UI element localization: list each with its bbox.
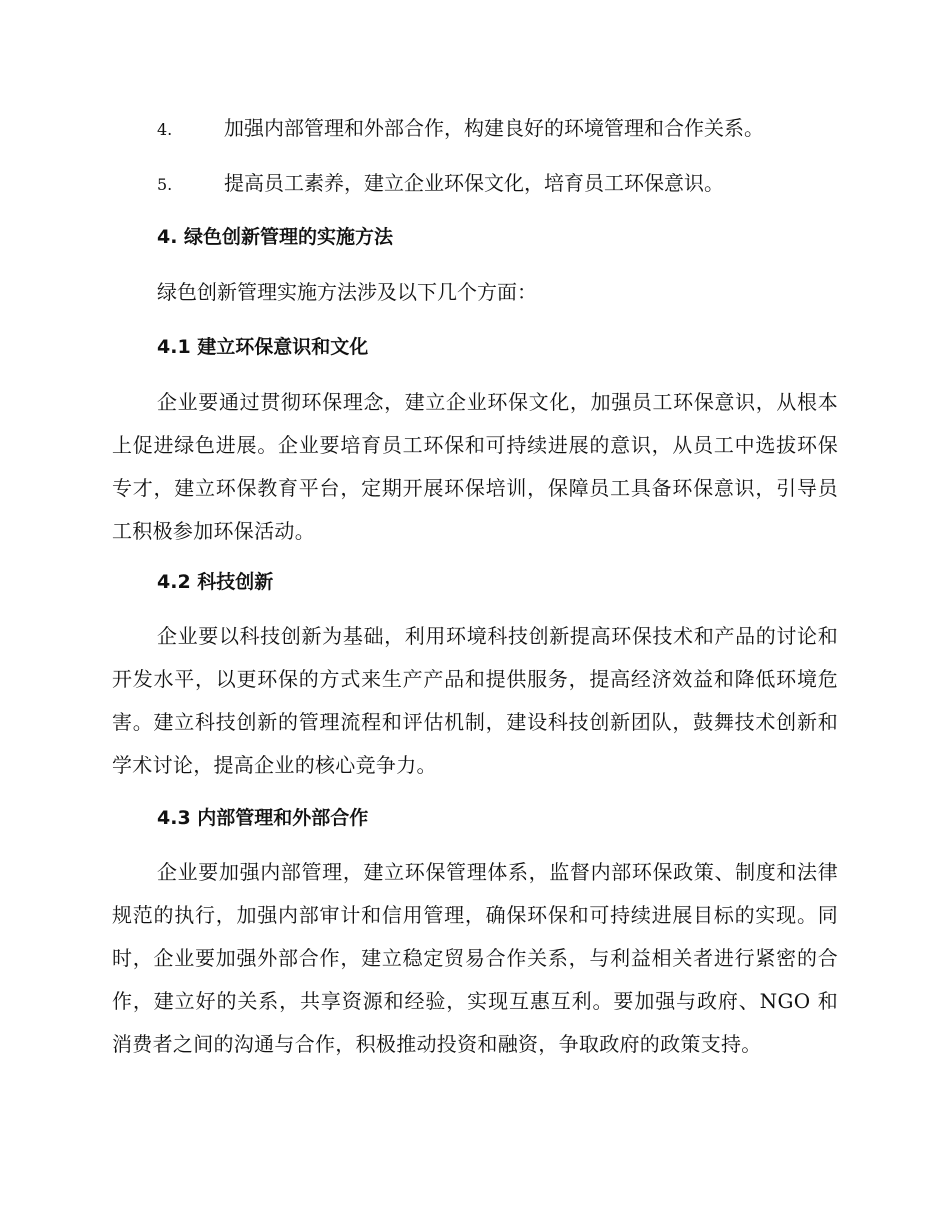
subsection-heading: 4.2 科技创新: [157, 571, 274, 593]
paragraph: 企业要加强内部管理，建立环保管理体系，监督内部环保政策、制度和法律规范的执行，加强内部审计和信用管理，确保环保和可持续进展目标的实现。同时，企业要加强外部合作，建立稳定贸易合作关系，与利益相关者进行紧密的合作，建立好的关系，共享资源和经验，实现互惠互利。要加强与政府、NGO 和消费者之间的沟通与合作，积极推动投资和融资，争取政府的政策支持。: [112, 860, 838, 1056]
paragraph: 企业要通过贯彻环保理念，建立企业环保文化，加强员工环保意识，从根本上促进绿色进展。企业要培育员工环保和可持续进展的意识，从员工中选拔环保专才，建立环保教育平台，定期开展环保培训，保障员工具备环保意识，引导员工积极参加环保活动。: [112, 390, 838, 543]
list-item: [157, 114, 837, 144]
list-item: [157, 169, 837, 199]
section-intro: 绿色创新管理实施方法涉及以下几个方面：: [157, 280, 537, 304]
paragraph: 企业要以科技创新为基础，利用环境科技创新提高环保技术和产品的讨论和开发水平，以更环保的方式来生产产品和提供服务，提高经济效益和降低环境危害。建立科技创新的管理流程和评估机制，建设科技创新团队，鼓舞技术创新和学术讨论，提高企业的核心竞争力。: [112, 624, 838, 777]
subsection-heading: 4.3 内部管理和外部合作: [157, 807, 369, 829]
section-heading: 4. 绿色创新管理的实施方法: [157, 226, 394, 248]
list-item-text: 加强内部管理和外部合作，构建良好的环境管理和合作关系。: [224, 116, 764, 140]
subsection-heading: 4.1 建立环保意识和文化: [157, 336, 369, 358]
list-item-number: 4.: [157, 120, 173, 139]
list-item-text: 提高员工素养，建立企业环保文化，培育员工环保意识。: [224, 171, 724, 195]
list-item-number: 5.: [157, 175, 173, 194]
